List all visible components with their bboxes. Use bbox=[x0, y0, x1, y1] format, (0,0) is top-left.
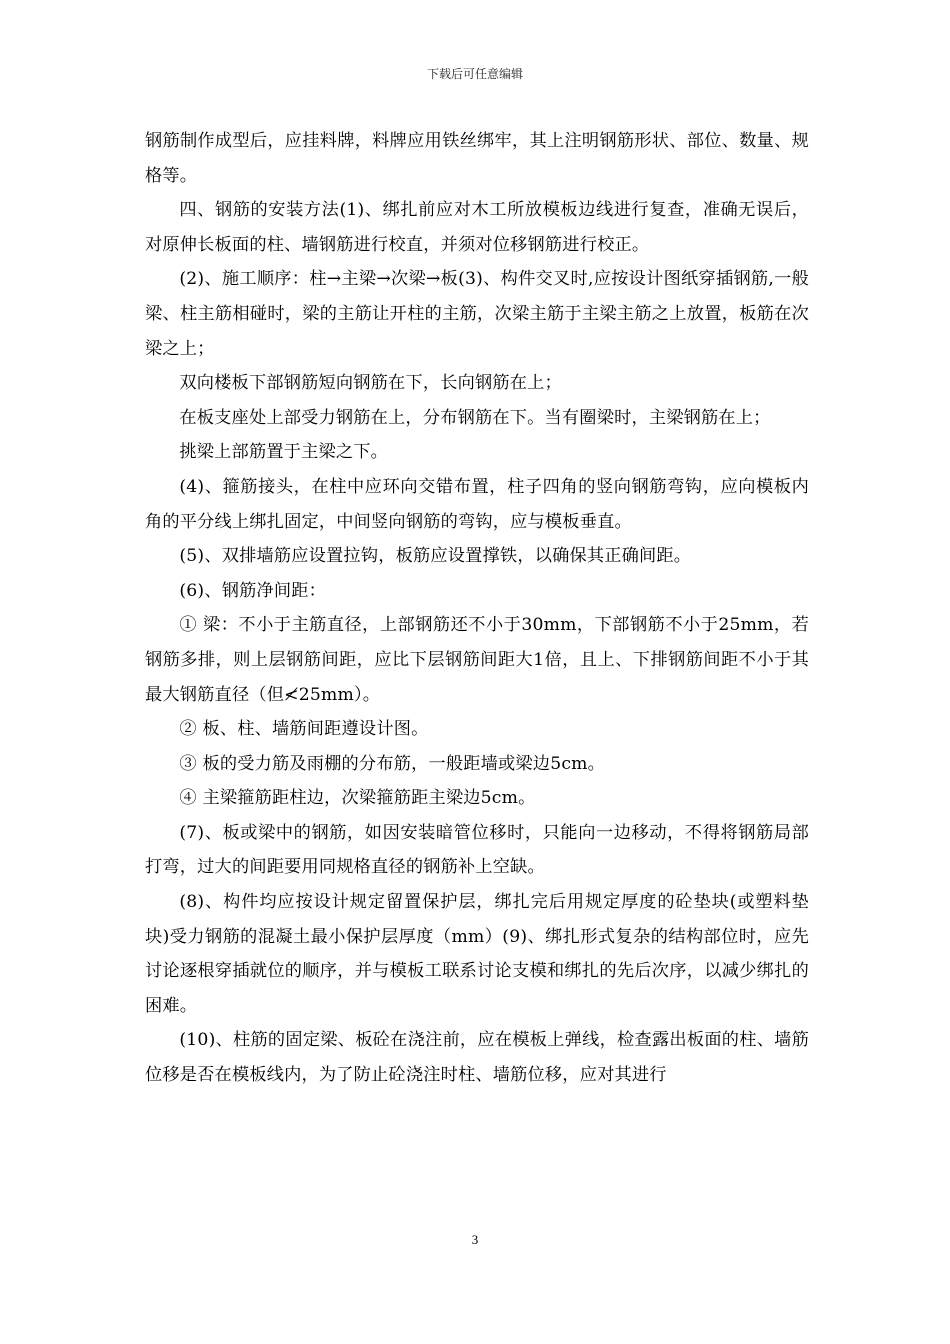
document-body bbox=[145, 124, 809, 1093]
paragraph: (5)、双排墙筋应设置拉钩，板筋应设置撑铁，以确保其正确间距。 bbox=[179, 546, 692, 567]
paragraph: (6)、钢筋净间距： bbox=[179, 580, 327, 601]
page-number: 3 bbox=[471, 1232, 479, 1247]
paragraph: (4)、箍筋接头，在柱中应环向交错布置，柱子四角的竖向钢筋弯钩，应向模板内角的平分线上绑扎固定，中间竖向钢筋的弯钩，应与模板垂直。 bbox=[145, 476, 809, 532]
page-header: 下载后可任意编辑 bbox=[426, 67, 523, 81]
paragraph: 挑梁上部筋置于主梁之下。 bbox=[179, 442, 389, 463]
paragraph: 双向楼板下部钢筋短向钢筋在下，长向钢筋在上； bbox=[179, 373, 562, 394]
paragraph: (8)、构件均应按设计规定留置保护层，绑扎完后用规定厚度的砼垫块(或塑料垫块)受力钢筋的混凝土最小保护层厚度（mm）(9)、绑扎形式复杂的结构部位时，应先讨论逐根穿插就位的顺序，并与模板工联系讨论支模和绑扎的先后次序，以减少绑扎的困难。 bbox=[145, 892, 809, 1016]
paragraph: ② 板、柱、墙筋间距遵设计图。 bbox=[179, 719, 429, 740]
paragraph: (2)、施工顺序：柱→主梁→次梁→板(3)、构件交叉时,应按设计图纸穿插钢筋,一般梁、柱主筋相碰时，梁的主筋让开柱的主筋，次梁主筋于主梁主筋之上放置，板筋在次梁之上； bbox=[145, 269, 809, 359]
paragraph: 钢筋制作成型后，应挂料牌，料牌应用铁丝绑牢，其上注明钢筋形状、部位、数量、规格等。 bbox=[145, 131, 809, 186]
paragraph: 四、钢筋的安装方法(1)、绑扎前应对木工所放模板边线进行复查，准确无误后，对原伸长板面的柱、墙钢筋进行校直，并须对位移钢筋进行校正。 bbox=[145, 200, 809, 255]
paragraph: (7)、板或梁中的钢筋，如因安装暗管位移时，只能向一边移动，不得将钢筋局部打弯，过大的间距要用同规格直径的钢筋补上空缺。 bbox=[145, 822, 809, 878]
paragraph: (10)、柱筋的固定梁、板砼在浇注前，应在模板上弹线，检查露出板面的柱、墙筋位移是否在模板线内，为了防止砼浇注时柱、墙筋位移，应对其进行 bbox=[145, 1030, 809, 1086]
paragraph: ④ 主梁箍筋距柱边，次梁箍筋距主梁边5cm。 bbox=[179, 788, 536, 809]
paragraph: 在板支座处上部受力钢筋在上，分布钢筋在下。当有圈梁时，主梁钢筋在上； bbox=[179, 407, 771, 428]
paragraph: ③ 板的受力筋及雨棚的分布筋，一般距墙或梁边5cm。 bbox=[179, 753, 606, 774]
paragraph: ① 梁：不小于主筋直径，上部钢筋还不小于30mm，下部钢筋不小于25mm，若钢筋多排，则上层钢筋间距，应比下层钢筋间距大1倍，且上、下排钢筋间距不小于其最大钢筋直径（但≮25mm）。 bbox=[145, 615, 809, 705]
